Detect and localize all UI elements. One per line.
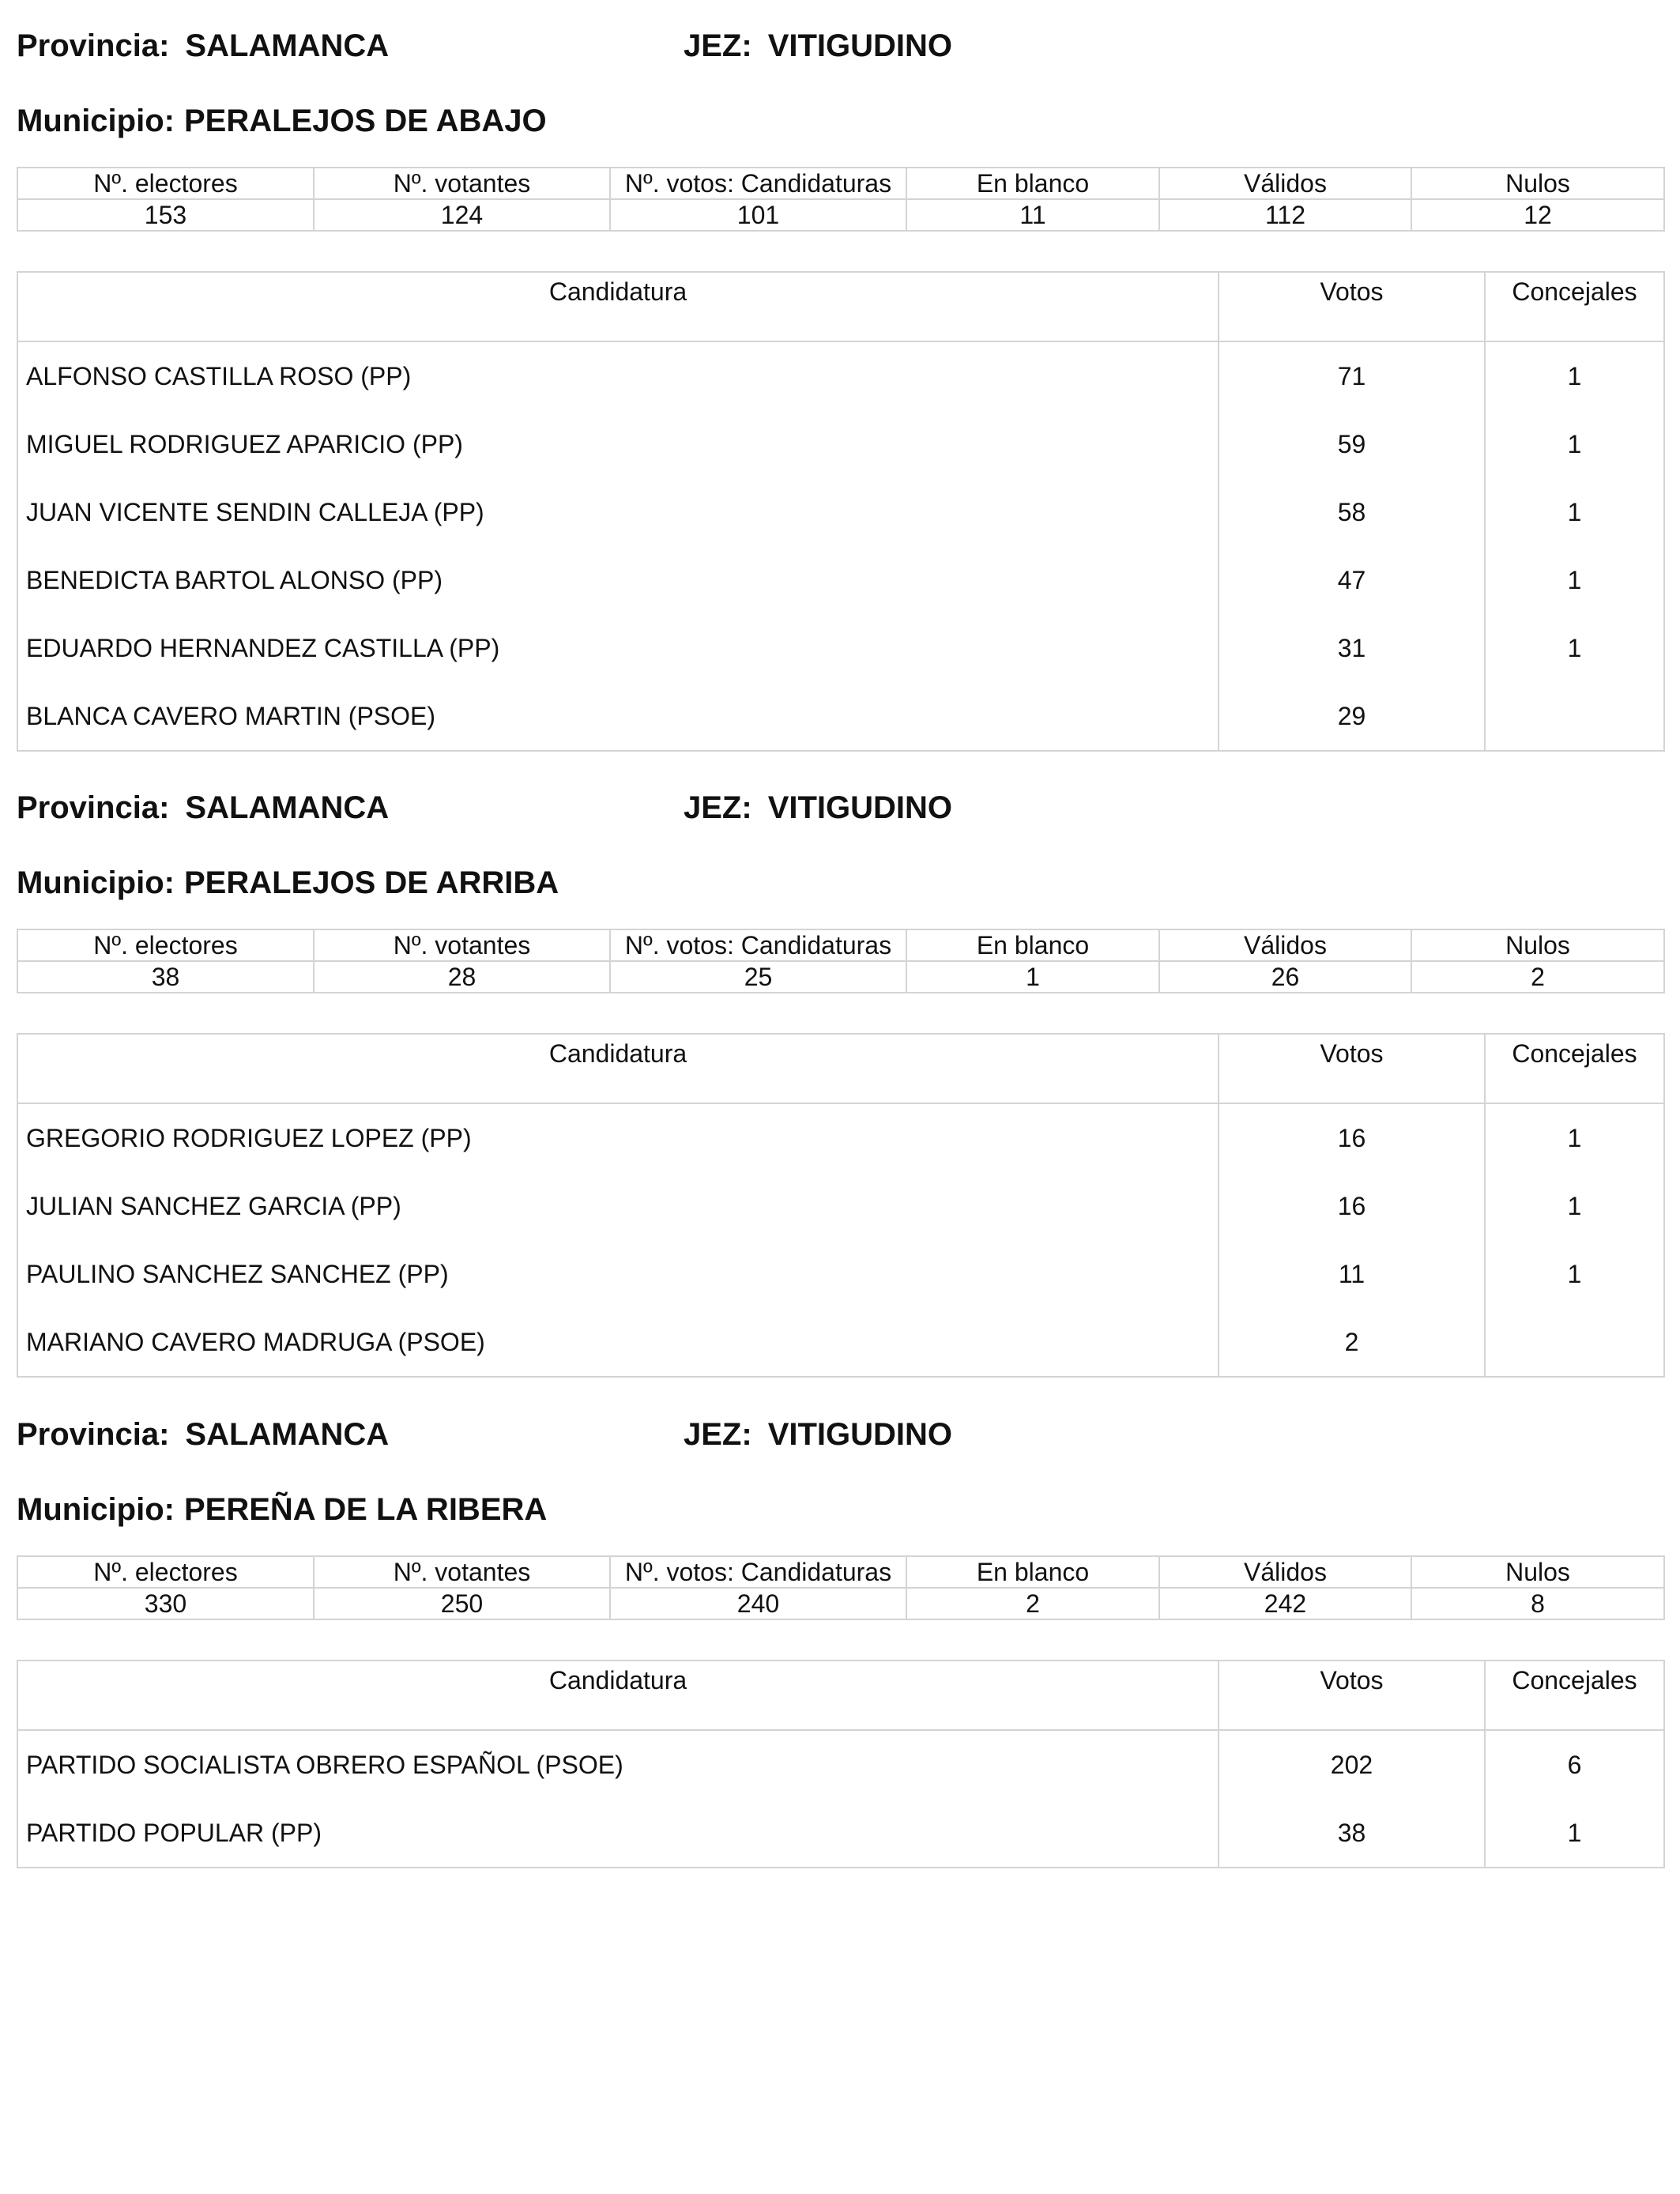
candidate-row [17, 478, 1664, 546]
header-votos-candidaturas: Nº. votos: Candidaturas [610, 929, 906, 961]
stats-header-row [17, 929, 1664, 961]
candidate-concejales: 1 [1567, 1818, 1582, 1847]
candidate-concejales: 1 [1567, 429, 1582, 458]
stats-table [17, 167, 1665, 232]
header-en-blanco: En blanco [906, 1556, 1159, 1588]
candidate-row [17, 1730, 1664, 1799]
header-votantes: Nº. votantes [314, 929, 610, 961]
value-nulos: 12 [1411, 199, 1664, 231]
candidate-concejales: 1 [1567, 361, 1582, 390]
candidate-row [17, 410, 1664, 478]
municipio-heading [17, 105, 547, 137]
header-votos-candidaturas: Nº. votos: Candidaturas [610, 1556, 906, 1588]
provincia-label: Provincia: [17, 1417, 170, 1452]
stats-table [17, 929, 1665, 993]
candidate-row [17, 614, 1664, 682]
value-votantes: 124 [314, 199, 610, 231]
candidate-concejales: 1 [1567, 1191, 1582, 1220]
candidate-name: PARTIDO SOCIALISTA OBRERO ESPAÑOL (PSOE) [17, 1730, 1219, 1799]
value-votos-candidaturas: 240 [610, 1588, 906, 1619]
candidate-name: PARTIDO POPULAR (PP) [17, 1799, 1219, 1868]
value-validos: 26 [1159, 961, 1411, 993]
header-electores: Nº. electores [17, 929, 314, 961]
header-validos: Válidos [1159, 1556, 1411, 1588]
value-votos-candidaturas: 101 [610, 199, 906, 231]
candidate-votos: 71 [1219, 341, 1485, 410]
provincia-value: SALAMANCA [185, 28, 390, 63]
value-validos: 112 [1159, 199, 1411, 231]
candidate-concejales: 1 [1567, 1259, 1582, 1288]
header-en-blanco: En blanco [906, 168, 1159, 199]
municipio-label: Municipio: [17, 865, 175, 900]
candidate-votos: 29 [1219, 682, 1485, 751]
header-nulos: Nulos [1411, 929, 1664, 961]
header-nulos: Nulos [1411, 1556, 1664, 1588]
header-votantes: Nº. votantes [314, 168, 610, 199]
candidate-name: PAULINO SANCHEZ SANCHEZ (PP) [17, 1240, 1219, 1308]
candidate-concejales: 6 [1567, 1750, 1582, 1779]
candidate-name: EDUARDO HERNANDEZ CASTILLA (PP) [17, 614, 1219, 682]
value-electores: 153 [17, 199, 314, 231]
stats-header-row [17, 1556, 1664, 1588]
candidate-name: BENEDICTA BARTOL ALONSO (PP) [17, 546, 1219, 614]
header-concejales: Concejales [1485, 1661, 1664, 1730]
candidate-row [17, 1103, 1664, 1172]
header-votos: Votos [1219, 272, 1485, 341]
jez-value: VITIGUDINO [767, 1417, 953, 1452]
value-votos-candidaturas: 25 [610, 961, 906, 993]
header-electores: Nº. electores [17, 168, 314, 199]
header-votos-candidaturas: Nº. votos: Candidaturas [610, 168, 906, 199]
municipio-value: PEREÑA DE LA RIBERA [183, 1492, 548, 1527]
header-votos: Votos [1219, 1034, 1485, 1103]
provincia-value: SALAMANCA [185, 1417, 390, 1452]
candidate-votos: 47 [1219, 546, 1485, 614]
candidate-name: MIGUEL RODRIGUEZ APARICIO (PP) [17, 410, 1219, 478]
value-validos: 242 [1159, 1588, 1411, 1619]
provincia-value: SALAMANCA [185, 790, 390, 825]
candidates-header-row [17, 272, 1664, 341]
stats-header-row [17, 168, 1664, 199]
candidate-name: GREGORIO RODRIGUEZ LOPEZ (PP) [17, 1103, 1219, 1172]
value-votantes: 250 [314, 1588, 610, 1619]
provincia-heading [17, 1419, 389, 1450]
candidate-votos: 16 [1219, 1172, 1485, 1240]
municipio-value: PERALEJOS DE ARRIBA [183, 865, 559, 900]
candidate-name: BLANCA CAVERO MARTIN (PSOE) [17, 682, 1219, 751]
jez-heading [684, 30, 952, 62]
municipio-label: Municipio: [17, 104, 175, 138]
header-concejales: Concejales [1485, 272, 1664, 341]
value-electores: 38 [17, 961, 314, 993]
candidate-row [17, 341, 1664, 410]
candidate-votos: 31 [1219, 614, 1485, 682]
header-electores: Nº. electores [17, 1556, 314, 1588]
candidate-row [17, 682, 1664, 751]
provincia-heading [17, 30, 389, 62]
header-candidatura: Candidatura [17, 1661, 1219, 1730]
candidate-row [17, 1240, 1664, 1308]
candidate-votos: 58 [1219, 478, 1485, 546]
jez-label: JEZ: [684, 790, 752, 825]
candidate-concejales: 1 [1567, 565, 1582, 594]
jez-heading [684, 792, 952, 824]
candidate-row [17, 546, 1664, 614]
candidates-table [17, 1660, 1665, 1868]
value-electores: 330 [17, 1588, 314, 1619]
candidate-concejales [1485, 682, 1664, 751]
header-validos: Válidos [1159, 168, 1411, 199]
header-en-blanco: En blanco [906, 929, 1159, 961]
candidate-row [17, 1308, 1664, 1377]
value-votantes: 28 [314, 961, 610, 993]
candidate-name: MARIANO CAVERO MADRUGA (PSOE) [17, 1308, 1219, 1377]
header-nulos: Nulos [1411, 168, 1664, 199]
candidate-votos: 38 [1219, 1799, 1485, 1868]
header-votantes: Nº. votantes [314, 1556, 610, 1588]
municipio-heading [17, 1494, 547, 1525]
header-candidatura: Candidatura [17, 1034, 1219, 1103]
provincia-label: Provincia: [17, 28, 170, 63]
candidates-table [17, 271, 1665, 752]
candidate-votos: 59 [1219, 410, 1485, 478]
value-en-blanco: 2 [906, 1588, 1159, 1619]
jez-heading [684, 1419, 952, 1450]
stats-table [17, 1555, 1665, 1620]
candidate-votos: 2 [1219, 1308, 1485, 1377]
candidate-name: JULIAN SANCHEZ GARCIA (PP) [17, 1172, 1219, 1240]
candidate-concejales: 1 [1567, 633, 1582, 662]
value-en-blanco: 1 [906, 961, 1159, 993]
candidate-row [17, 1172, 1664, 1240]
value-nulos: 8 [1411, 1588, 1664, 1619]
candidate-row [17, 1799, 1664, 1868]
value-en-blanco: 11 [906, 199, 1159, 231]
header-validos: Válidos [1159, 929, 1411, 961]
header-concejales: Concejales [1485, 1034, 1664, 1103]
candidates-header-row [17, 1661, 1664, 1730]
provincia-heading [17, 792, 389, 824]
candidate-name: JUAN VICENTE SENDIN CALLEJA (PP) [17, 478, 1219, 546]
candidate-votos: 16 [1219, 1103, 1485, 1172]
stats-value-row [17, 199, 1664, 231]
candidate-votos: 11 [1219, 1240, 1485, 1308]
municipio-heading [17, 867, 559, 899]
value-nulos: 2 [1411, 961, 1664, 993]
municipio-value: PERALEJOS DE ABAJO [183, 104, 547, 138]
candidate-votos: 202 [1219, 1730, 1485, 1799]
stats-value-row [17, 1588, 1664, 1619]
municipio-label: Municipio: [17, 1492, 175, 1527]
jez-value: VITIGUDINO [767, 28, 953, 63]
candidate-concejales: 1 [1567, 1123, 1582, 1152]
header-candidatura: Candidatura [17, 272, 1219, 341]
stats-value-row [17, 961, 1664, 993]
provincia-label: Provincia: [17, 790, 170, 825]
jez-label: JEZ: [684, 1417, 752, 1452]
candidate-concejales [1485, 1308, 1664, 1377]
jez-label: JEZ: [684, 28, 752, 63]
jez-value: VITIGUDINO [767, 790, 953, 825]
candidates-header-row [17, 1034, 1664, 1103]
candidates-table [17, 1033, 1665, 1378]
candidate-concejales: 1 [1567, 497, 1582, 526]
candidate-name: ALFONSO CASTILLA ROSO (PP) [17, 341, 1219, 410]
header-votos: Votos [1219, 1661, 1485, 1730]
